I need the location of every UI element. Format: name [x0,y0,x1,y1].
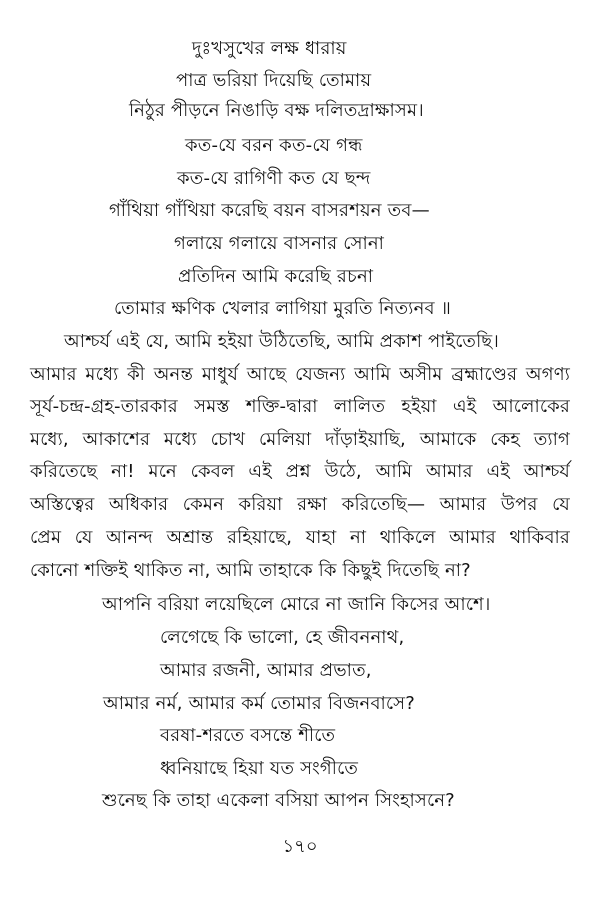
verse-1-line-3: নিঠুর পীড়নে নিঙাড়ি বক্ষ দলিতদ্রাক্ষাসম। [129,100,424,121]
verse-1-line-6: গাঁথিয়া গাঁথিয়া করেছি বয়ন বাসরশয়ন তব— [109,200,430,221]
verse-1-line-7: গলায়ে গলায়ে বাসনার সোনা [174,233,385,254]
prose-line-1: আশ্চর্য এই যে, আমি হইয়া উঠিতেছি, আমি প্রকাশ পাইতেছি। [64,331,500,352]
verse-1-line-1: দুঃখসুখের লক্ষ ধারায় [192,38,347,59]
verse-2-line-3: আমার রজনী, আমার প্রভাত, [160,660,372,681]
verse-2-line-6: ধ্বনিয়াছে হিয়া যত সংগীতে [160,758,359,779]
verse-1-line-2: পাত্র ভরিয়া দিয়েছি তোমায় [176,70,372,91]
prose-line-3: সূর্য-চন্দ্র-গ্রহ-তারকার সমস্ত শক্তি-দ্বারা লালিত হইয়া এই আলোকের [30,396,570,417]
prose-line-4: মধ্যে, আকাশের মধ্যে চোখ মেলিয়া দাঁড়াইয়াছি, আমাকে কেহ ত্যাগ [30,429,570,450]
prose-line-6: অস্তিত্বের অধিকার কেমন করিয়া রক্ষা করিতেছি— আমার উপর যে [30,494,570,515]
verse-2-line-7: শুনেছ কি তাহা একেলা বসিয়া আপন সিংহাসনে? [102,790,455,811]
verse-2-line-4: আমার নর্ম, আমার কর্ম তোমার বিজনবাসে? [103,693,415,714]
verse-2-line-1: আপনি বরিয়া লয়েছিলে মোরে না জানি কিসের আশে। [102,594,491,615]
page-number: ১৭০ [282,836,318,857]
prose-line-2: আমার মধ্যে কী অনন্ত মাধুর্য আছে যেজন্য আমি অসীম ব্রহ্মাণ্ডের অগণ্য [30,364,570,385]
prose-line-5: করিতেছে না! মনে কেবল এই প্রশ্ন উঠে, আমি আমার এই আশ্চর্য [30,461,570,482]
prose-line-7: প্রেম যে আনন্দ অশ্রান্ত রহিয়াছে, যাহা না থাকিলে আমার থাকিবার [30,527,570,548]
verse-2-line-5: বরষা-শরতে বসন্তে শীতে [160,725,336,746]
verse-1-line-4: কত-যে বরন কত-যে গন্ধ [185,135,363,156]
verse-1-line-9: তোমার ক্ষণিক খেলার লাগিয়া মুরতি নিত্যনব ॥ [114,298,452,319]
prose-line-8: কোনো শক্তিই থাকিত না, আমি তাহাকে কি কিছুই দিতেছি না? [30,560,471,581]
verse-2-line-2: লেগেছে কি ভালো, হে জীবননাথ, [160,627,405,648]
verse-1-line-5: কত-যে রাগিণী কত যে ছন্দ [177,168,371,189]
verse-1-line-8: প্রতিদিন আমি করেছি রচনা [178,266,374,287]
